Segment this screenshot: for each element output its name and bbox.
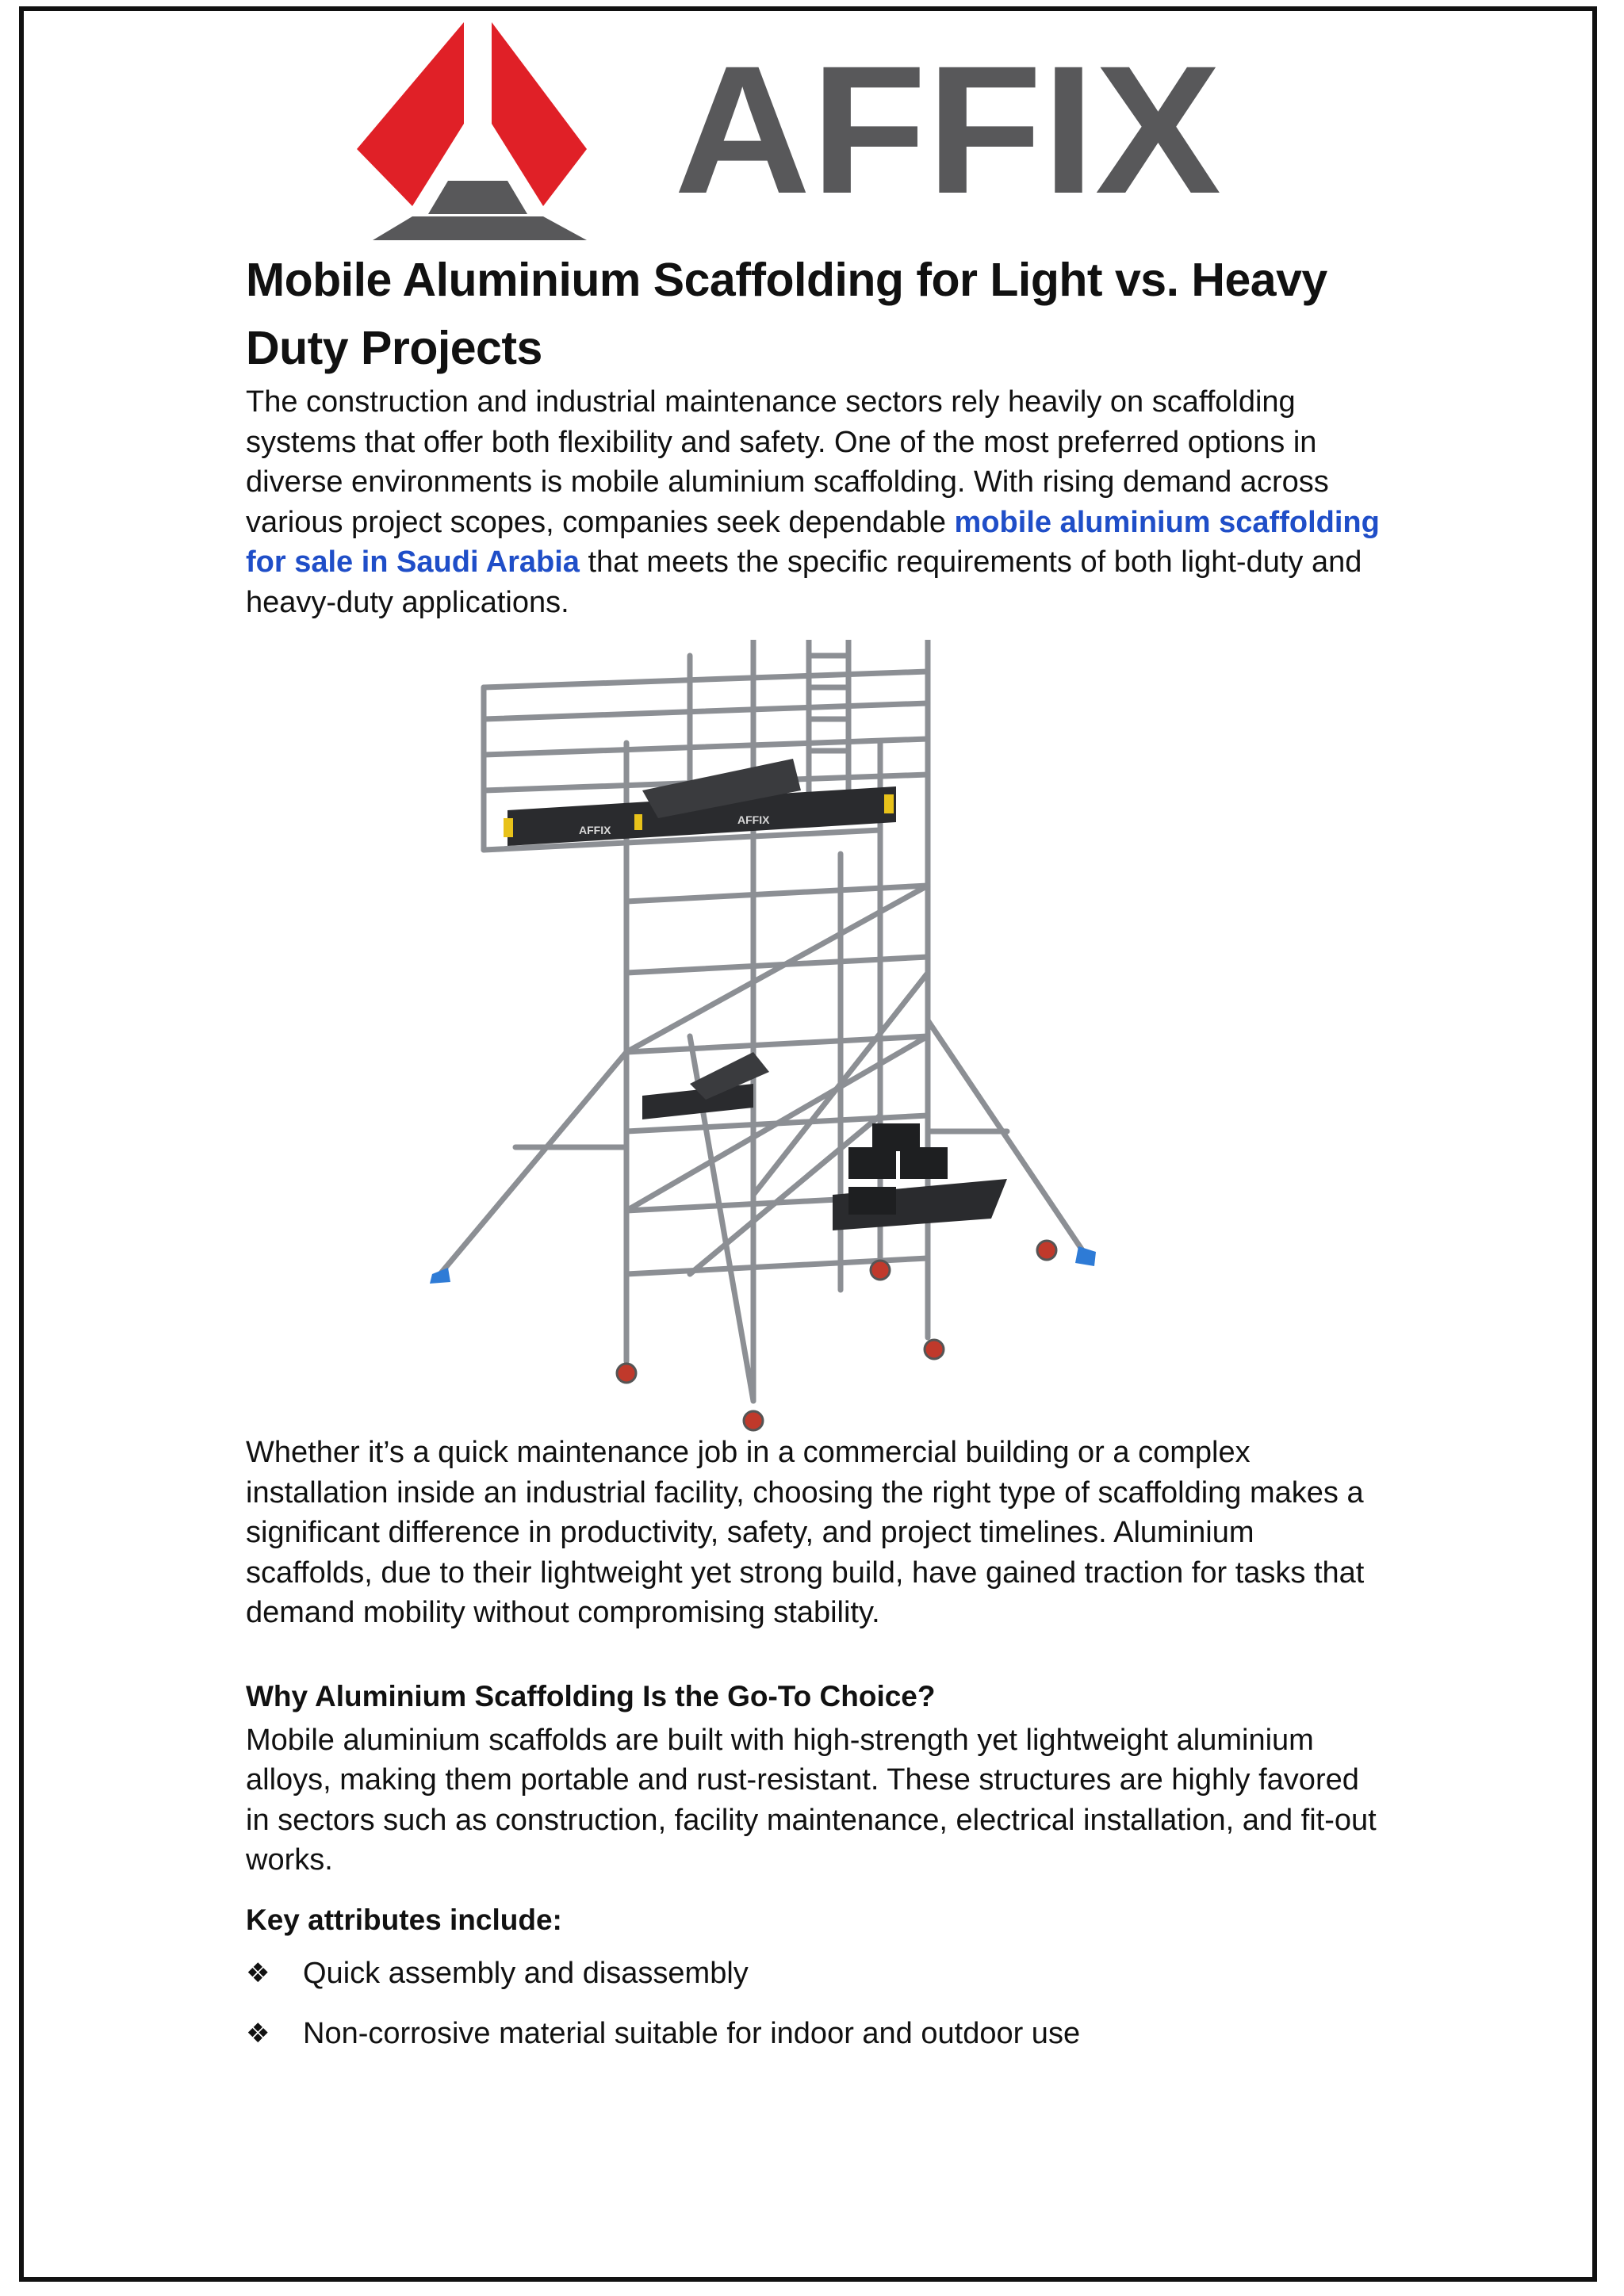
attributes-list [246, 1954, 1388, 2053]
page-title: Mobile Aluminium Scaffolding for Light vs. Heavy Duty Projects [246, 254, 1327, 374]
list-item [246, 2014, 1388, 2053]
four-diamond-bullet-icon: ❖ [246, 1957, 270, 1989]
key-attributes-heading: Key attributes include: [246, 1903, 562, 1936]
triangle-emblem-icon [357, 22, 587, 240]
list-item [246, 1954, 1388, 1993]
intro-text-start: The construction and industrial maintenance sectors rely heavily on scaffolding systems that offer both flexibility and safety. One of the most preferred options in diverse environments is mobile aluminium scaffolding. With rising demand across various project scopes, companies seek dependable [246, 385, 1329, 539]
section-heading: Why Aluminium Scaffolding Is the Go-To Choice? [246, 1679, 936, 1712]
article [246, 246, 1388, 2074]
intro-paragraph [246, 382, 1388, 622]
intro-text-end: that meets the specific requirements of both light-duty and heavy-duty applications. [246, 545, 1362, 619]
platform-label-mid: AFFIX [737, 813, 770, 826]
brand-wordmark: AFFIX [674, 28, 1221, 232]
sale-link[interactable]: mobile aluminium scaffolding for sale in Saudi Arabia [246, 505, 1380, 579]
list-item-text: Quick assembly and disassembly [303, 1956, 749, 1990]
four-diamond-bullet-icon: ❖ [246, 2017, 270, 2049]
platform-label-left: AFFIX [579, 824, 611, 836]
paragraph-aluminium: Mobile aluminium scaffolds are built with high-strength yet lightweight aluminium alloys, making them portable and rust-resistant. These structures are highly favored in sectors such as construction, facility maintenance, electrical installation, and fit-out works. [246, 1723, 1377, 1877]
list-item-text: Non-corrosive material suitable for indoor and outdoor use [303, 2016, 1081, 2050]
scaffolding-illustration [246, 640, 1388, 1433]
scaffolding-image [246, 640, 1388, 1433]
paragraph-maintenance: Whether it’s a quick maintenance job in a commercial building or a complex installation inside an industrial facility, choosing the right type of scaffolding makes a significant difference in productivity, safety, and project timelines. Aluminium scaffolds, due to their lightweight yet strong build, have gained traction for tasks that demand mobility without compromising stability. [246, 1436, 1365, 1629]
affix-logo [357, 22, 1229, 244]
